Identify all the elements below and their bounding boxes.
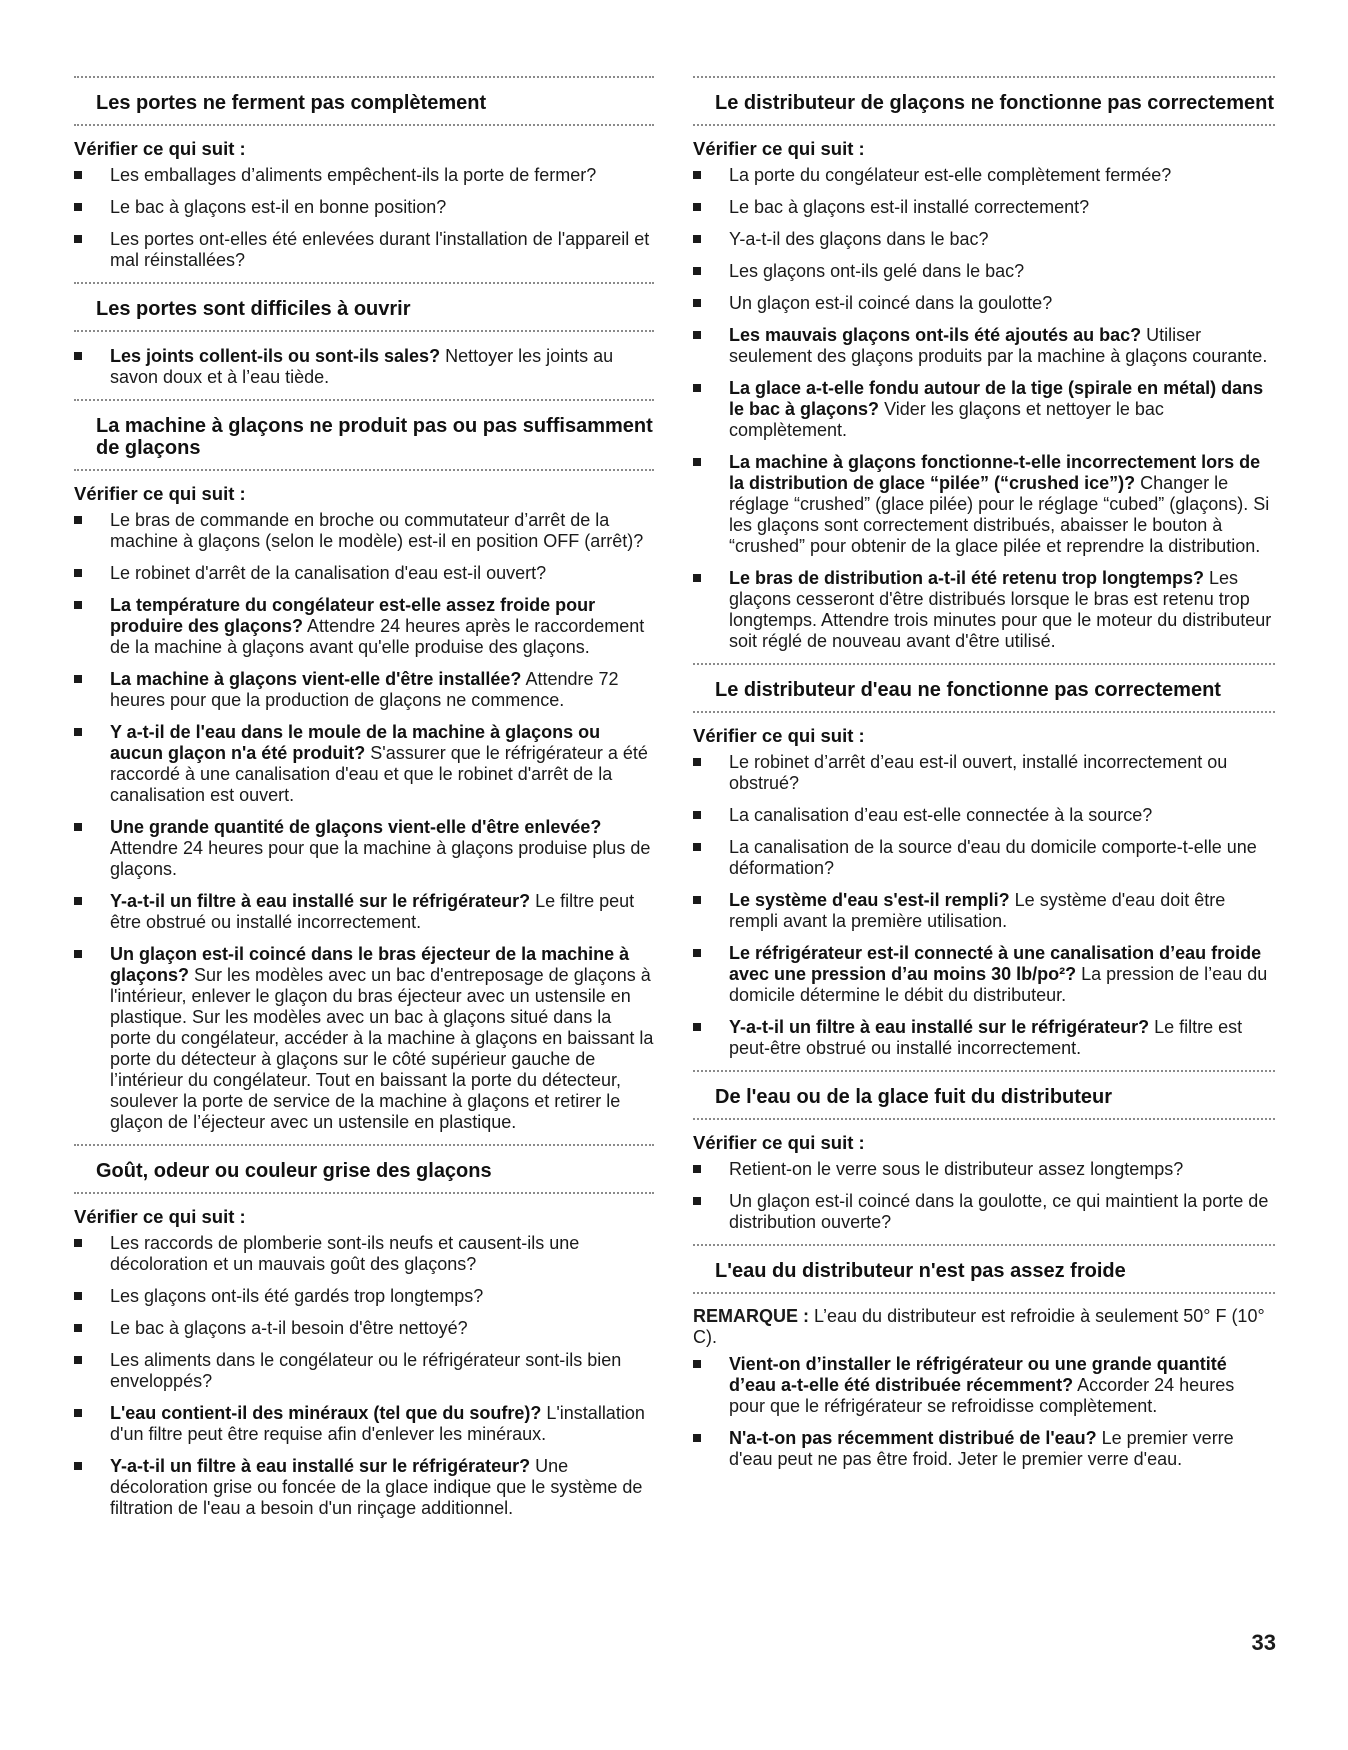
list-item: Retient-on le verre sous le distributeur assez longtemps?: [693, 1159, 1275, 1180]
check-list: [74, 346, 654, 388]
list-item: Une grande quantité de glaçons vient-elle d'être enlevée? Attendre 24 heures pour que la machine à glaçons produise plus de glaçons.: [74, 817, 654, 880]
list-item: N'a-t-on pas récemment distribué de l'eau? Le premier verre d'eau peut ne pas être froid. Jeter le premier verre d'eau.: [693, 1428, 1275, 1470]
item-question: Vient-on d’installer le réfrigérateur ou une grande quantité d’eau a-t-elle été distribuée récemment?: [729, 1354, 1227, 1395]
list-item: Un glaçon est-il coincé dans la goulotte?: [693, 293, 1275, 314]
section-title: Les portes ne ferment pas complètement: [96, 92, 487, 114]
list-item: La porte du congélateur est-elle complètement fermée?: [693, 165, 1275, 186]
item-question: Le bras de distribution a-t-il été retenu trop longtemps?: [729, 568, 1205, 588]
list-item: Les mauvais glaçons ont-ils été ajoutés au bac? Utiliser seulement des glaçons produits par la machine à glaçons courante.: [693, 325, 1275, 367]
list-item: Les portes ont-elles été enlevées durant l'installation de l'appareil et mal réinstallées?: [74, 229, 654, 271]
spacer: [74, 332, 654, 346]
list-item: Les joints collent-ils ou sont-ils sales? Nettoyer les joints au savon doux et à l’eau tiède.: [74, 346, 654, 388]
check-list: [693, 1354, 1275, 1470]
list-item: Les raccords de plomberie sont-ils neufs et causent-ils une décoloration et un mauvais goût des glaçons?: [74, 1233, 654, 1275]
list-item: Y-a-t-il des glaçons dans le bac?: [693, 229, 1275, 250]
list-item: Y-a-t-il un filtre à eau installé sur le réfrigérateur? Une décoloration grise ou foncée de la glace indique que le système de filtration de l'eau a besoin d'un rinçage additionnel.: [74, 1456, 654, 1519]
remark-note: REMARQUE : L’eau du distributeur est refroidie à seulement 50° F (10° C).: [693, 1306, 1265, 1347]
check-list: [74, 1233, 654, 1519]
divider-bottom: [693, 1118, 1275, 1120]
item-question: L'eau contient-il des minéraux (tel que du soufre)?: [110, 1403, 542, 1423]
item-question: La machine à glaçons fonctionne-t-elle incorrectement lors de la distribution de glace “pilée” (“crushed ice”)?: [729, 452, 1261, 493]
item-question: La glace a-t-elle fondu autour de la tige (spirale en métal) dans le bac à glaçons?: [729, 378, 1264, 419]
check-list: [693, 1159, 1275, 1233]
list-item: Le bras de commande en broche ou commutateur d’arrêt de la machine à glaçons (selon le modèle) est-il en position OFF (arrêt)?: [74, 510, 654, 552]
item-question: La température du congélateur est-elle assez froide pour produire des glaçons?: [110, 595, 596, 636]
list-item: Le bac à glaçons a-t-il besoin d'être nettoyé?: [74, 1318, 654, 1339]
item-question: Le réfrigérateur est-il connecté à une canalisation d’eau froide avec une pression d’au moins 30 lb/po²?: [729, 943, 1262, 984]
divider-bottom: [693, 1292, 1275, 1294]
remark-label: REMARQUE :: [693, 1306, 809, 1326]
item-question: Y-a-t-il un filtre à eau installé sur le réfrigérateur?: [110, 1456, 531, 1476]
check-heading: Vérifier ce qui suit :: [74, 138, 246, 159]
list-item: Le système d'eau s'est-il rempli? Le système d'eau doit être rempli avant la première utilisation.: [693, 890, 1275, 932]
check-list: [693, 165, 1275, 652]
troubleshooting-section: [693, 1244, 1275, 1470]
section-title: Les portes sont difficiles à ouvrir: [96, 298, 411, 320]
check-heading: Vérifier ce qui suit :: [693, 138, 865, 159]
section-title: De l'eau ou de la glace fuit du distributeur: [715, 1086, 1113, 1108]
section-title: Le distributeur d'eau ne fonctionne pas correctement: [715, 679, 1221, 701]
check-list: [693, 752, 1275, 1059]
item-question: La machine à glaçons vient-elle d'être installée?: [110, 669, 522, 689]
troubleshooting-section: [74, 1144, 654, 1519]
check-heading: Vérifier ce qui suit :: [74, 1206, 246, 1227]
check-list: [74, 165, 654, 271]
list-item: Les aliments dans le congélateur ou le réfrigérateur sont-ils bien enveloppés?: [74, 1350, 654, 1392]
list-item: Le robinet d'arrêt de la canalisation d'eau est-il ouvert?: [74, 563, 654, 584]
list-item: Les glaçons ont-ils été gardés trop longtemps?: [74, 1286, 654, 1307]
list-item: La glace a-t-elle fondu autour de la tige (spirale en métal) dans le bac à glaçons? Vider les glaçons et nettoyer le bac complètement.: [693, 378, 1275, 441]
troubleshooting-section: [693, 1070, 1275, 1233]
list-item: La canalisation d’eau est-elle connectée à la source?: [693, 805, 1275, 826]
list-item: Les glaçons ont-ils gelé dans le bac?: [693, 261, 1275, 282]
divider-bottom: [693, 124, 1275, 126]
section-title: Le distributeur de glaçons ne fonctionne pas correctement: [715, 92, 1274, 114]
section-title: Goût, odeur ou couleur grise des glaçons: [96, 1160, 492, 1182]
list-item: Le bras de distribution a-t-il été retenu trop longtemps? Les glaçons cesseront d'être distribués lorsque le bras est retenu trop longtemps. Attendre trois minutes pour que le moteur du distributeur soit réglé de nouveau avant d'être utilisé.: [693, 568, 1275, 652]
section-title: L'eau du distributeur n'est pas assez froide: [715, 1260, 1126, 1282]
list-item: Le robinet d’arrêt d’eau est-il ouvert, installé incorrectement ou obstrué?: [693, 752, 1275, 794]
list-item: Y a-t-il de l'eau dans le moule de la machine à glaçons ou aucun glaçon n'a été produit? S'assurer que le réfrigérateur a été raccordé à une canalisation d'eau et que le robinet d'arrêt de la canalisation est ouvert.: [74, 722, 654, 806]
list-item: Y-a-t-il un filtre à eau installé sur le réfrigérateur? Le filtre peut être obstrué ou installé incorrectement.: [74, 891, 654, 933]
list-item: La machine à glaçons fonctionne-t-elle incorrectement lors de la distribution de glace “pilée” (“crushed ice”)? Changer le réglage “crushed” (glace pilée) pour le réglage “cubed” (glaçons). Si les glaçons sont correctement distribués, abaisser le bouton à “crushed” pour obtenir de la glace pilée et reprendre la distribution.: [693, 452, 1275, 557]
item-question: Les joints collent-ils ou sont-ils sales?: [110, 346, 441, 366]
check-heading: Vérifier ce qui suit :: [74, 483, 246, 504]
item-question: Une grande quantité de glaçons vient-elle d'être enlevée?: [110, 817, 602, 837]
list-item: Vient-on d’installer le réfrigérateur ou une grande quantité d’eau a-t-elle été distribuée récemment? Accorder 24 heures pour que le réfrigérateur se refroidisse complètement.: [693, 1354, 1275, 1417]
item-question: N'a-t-on pas récemment distribué de l'eau?: [729, 1428, 1097, 1448]
list-item: La canalisation de la source d'eau du domicile comporte-t-elle une déformation?: [693, 837, 1275, 879]
item-question: Y-a-t-il un filtre à eau installé sur le réfrigérateur?: [110, 891, 531, 911]
left-column: [74, 76, 654, 1530]
right-column: [693, 76, 1275, 1481]
item-question: Le système d'eau s'est-il rempli?: [729, 890, 1010, 910]
item-question: Y-a-t-il un filtre à eau installé sur le réfrigérateur?: [729, 1017, 1150, 1037]
list-item: Un glaçon est-il coincé dans le bras éjecteur de la machine à glaçons? Sur les modèles avec un bac d'entreposage de glaçons à l'intérieur, enlever le glaçon du bras éjecteur avec un ustensile en plastique. Sur les modèles avec un bac à glaçons situé dans la porte du congélateur, accéder à la machine à glaçons en baissant la porte du détecteur à glaçons sur le côté supérieur gauche de l’intérieur du congélateur. Tout en baissant la porte du détecteur, soulever la porte de service de la machine à glaçons et retirer le glaçon de l’éjecteur avec un ustensile en plastique.: [74, 944, 654, 1133]
item-question: Un glaçon est-il coincé dans le bras éjecteur de la machine à glaçons?: [110, 944, 630, 985]
check-heading: Vérifier ce qui suit :: [693, 1132, 865, 1153]
list-item: Un glaçon est-il coincé dans la goulotte, ce qui maintient la porte de distribution ouverte?: [693, 1191, 1275, 1233]
item-question: Y a-t-il de l'eau dans le moule de la machine à glaçons ou aucun glaçon n'a été produit?: [110, 722, 601, 763]
divider-bottom: [693, 711, 1275, 713]
section-title: La machine à glaçons ne produit pas ou pas suffisamment de glaçons: [96, 415, 653, 459]
troubleshooting-section: [693, 663, 1275, 1059]
troubleshooting-section: [74, 399, 654, 1133]
list-item: Y-a-t-il un filtre à eau installé sur le réfrigérateur? Le filtre est peut-être obstrué ou installé incorrectement.: [693, 1017, 1275, 1059]
item-question: Les mauvais glaçons ont-ils été ajoutés au bac?: [729, 325, 1142, 345]
divider-bottom: [74, 124, 654, 126]
list-item: Le bac à glaçons est-il installé correctement?: [693, 197, 1275, 218]
divider-bottom: [74, 1192, 654, 1194]
page-number: 33: [1251, 1630, 1276, 1655]
list-item: La machine à glaçons vient-elle d'être installée? Attendre 72 heures pour que la production de glaçons ne commence.: [74, 669, 654, 711]
list-item: La température du congélateur est-elle assez froide pour produire des glaçons? Attendre 24 heures après le raccordement de la machine à glaçons avant qu'elle produise des glaçons.: [74, 595, 654, 658]
troubleshooting-section: [693, 76, 1275, 652]
troubleshooting-section: [74, 282, 654, 388]
list-item: Les emballages d’aliments empêchent-ils la porte de fermer?: [74, 165, 654, 186]
check-list: [74, 510, 654, 1133]
list-item: Le bac à glaçons est-il en bonne position?: [74, 197, 654, 218]
troubleshooting-section: [74, 76, 654, 271]
divider-bottom: [74, 469, 654, 471]
check-heading: Vérifier ce qui suit :: [693, 725, 865, 746]
list-item: Le réfrigérateur est-il connecté à une canalisation d’eau froide avec une pression d’au moins 30 lb/po²? La pression de l’eau du domicile détermine le débit du distributeur.: [693, 943, 1275, 1006]
list-item: L'eau contient-il des minéraux (tel que du soufre)? L'installation d'un filtre peut être requise afin d'enlever les minéraux.: [74, 1403, 654, 1445]
